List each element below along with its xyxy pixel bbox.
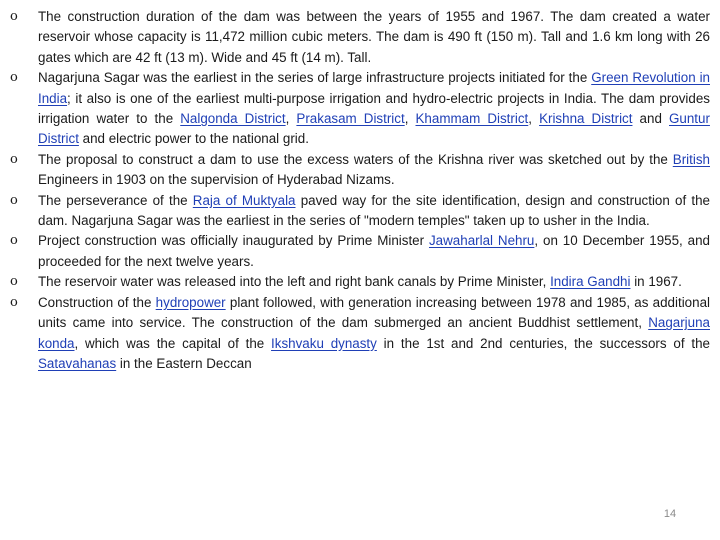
bullet-text: The construction duration of the dam was between the years of 1955 and 1967. The dam created a water reservoir whose capacity is 11,472 million cubic meters. The dam is 490 ft (150 m). Tall and 1.6 km long with 26 gates which are 42 ft (13 m). Wide and 45 ft (14 m). Tall. — [38, 9, 710, 65]
bullet-marker: o — [10, 70, 18, 86]
bullet-text: in 1967. — [630, 274, 682, 290]
link-hydropower[interactable]: hydropower — [155, 294, 226, 310]
bullet-hydropower — [10, 293, 710, 375]
bullet-text: , on 10 December 1955, and proceeded for the next twelve years. — [38, 233, 710, 269]
link-nalgonda-district[interactable]: Nalgonda District — [180, 111, 286, 127]
page-number: 14 — [663, 508, 677, 520]
bullet-text: in the Eastern Deccan — [116, 355, 252, 371]
link-raja-of-muktyala[interactable]: Raja of Muktyala — [192, 192, 296, 208]
bullet-marker: o — [10, 151, 18, 167]
bullet-text: , which was the capital of the — [74, 335, 272, 351]
link-guntur-district[interactable]: Guntur District — [38, 111, 710, 147]
bullet-list — [10, 7, 710, 374]
bullet-text: plant followed, with generation increasing between 1978 and 1985, as additional units came into service. The construction of the dam submerged an ancient Buddhist settlement, — [38, 294, 710, 331]
bullet-text: in the 1st and 2nd centuries, the successors of the — [376, 335, 710, 351]
link-khammam-district[interactable]: Khammam District — [415, 111, 529, 127]
bullet-marker: o — [10, 294, 18, 310]
bullet-text: Engineers in 1903 on the supervision of Hyderabad Nizams. — [38, 172, 395, 188]
bullet-inauguration — [10, 231, 710, 272]
bullet-text: and — [632, 111, 669, 127]
bullet-construction-duration — [10, 7, 710, 68]
bullet-text: ; it also is one of the earliest multi-purpose irrigation and hydro-electric projects in India. The dam provides irrigation water to the — [38, 90, 710, 127]
bullet-text: Nagarjuna Sagar was the earliest in the series of large infrastructure projects initiated for the — [38, 70, 592, 86]
bullet-text: , — [404, 111, 416, 127]
link-jawaharlal-nehru[interactable]: Jawaharlal Nehru — [428, 233, 535, 249]
bullet-text: paved way for the site identification, design and construction of the dam. Nagarjuna Sagar was the earliest in the series of "modern temples" taken up to usher in the India. — [38, 192, 711, 229]
link-ikshvaku-dynasty[interactable]: Ikshvaku dynasty — [271, 335, 377, 351]
bullet-earliest-project — [10, 68, 710, 150]
bullet-text: Construction of the — [38, 294, 156, 310]
link-green-revolution[interactable]: Green Revolution in India — [38, 70, 710, 106]
bullet-reservoir-release — [10, 272, 710, 292]
bullet-marker: o — [10, 9, 18, 24]
bullet-perseverance — [10, 191, 710, 232]
link-krishna-district[interactable]: Krishna District — [539, 111, 633, 127]
bullet-text: and electric power to the national grid. — [78, 131, 309, 147]
bullet-marker: o — [10, 274, 18, 290]
bullet-marker: o — [10, 192, 18, 208]
link-prakasam-district[interactable]: Prakasam District — [296, 111, 405, 127]
bullet-text: The reservoir water was released into the left and right bank canals by Prime Minister, — [38, 274, 551, 290]
link-indira-gandhi[interactable]: Indira Gandhi — [550, 274, 631, 290]
bullet-text: , — [528, 111, 540, 127]
link-british[interactable]: British — [672, 151, 710, 167]
bullet-text: The perseverance of the — [38, 192, 193, 208]
bullet-text: Project construction was officially inaugurated by Prime Minister — [38, 233, 429, 249]
bullet-marker: o — [10, 233, 18, 249]
link-nagarjuna-konda[interactable]: Nagarjuna konda — [38, 315, 710, 351]
bullet-text: , — [285, 111, 297, 127]
bullet-text: The proposal to construct a dam to use the excess waters of the Krishna river was sketched out by the — [38, 151, 673, 167]
bullet-proposal — [10, 150, 710, 191]
link-satavahanas[interactable]: Satavahanas — [38, 355, 117, 371]
